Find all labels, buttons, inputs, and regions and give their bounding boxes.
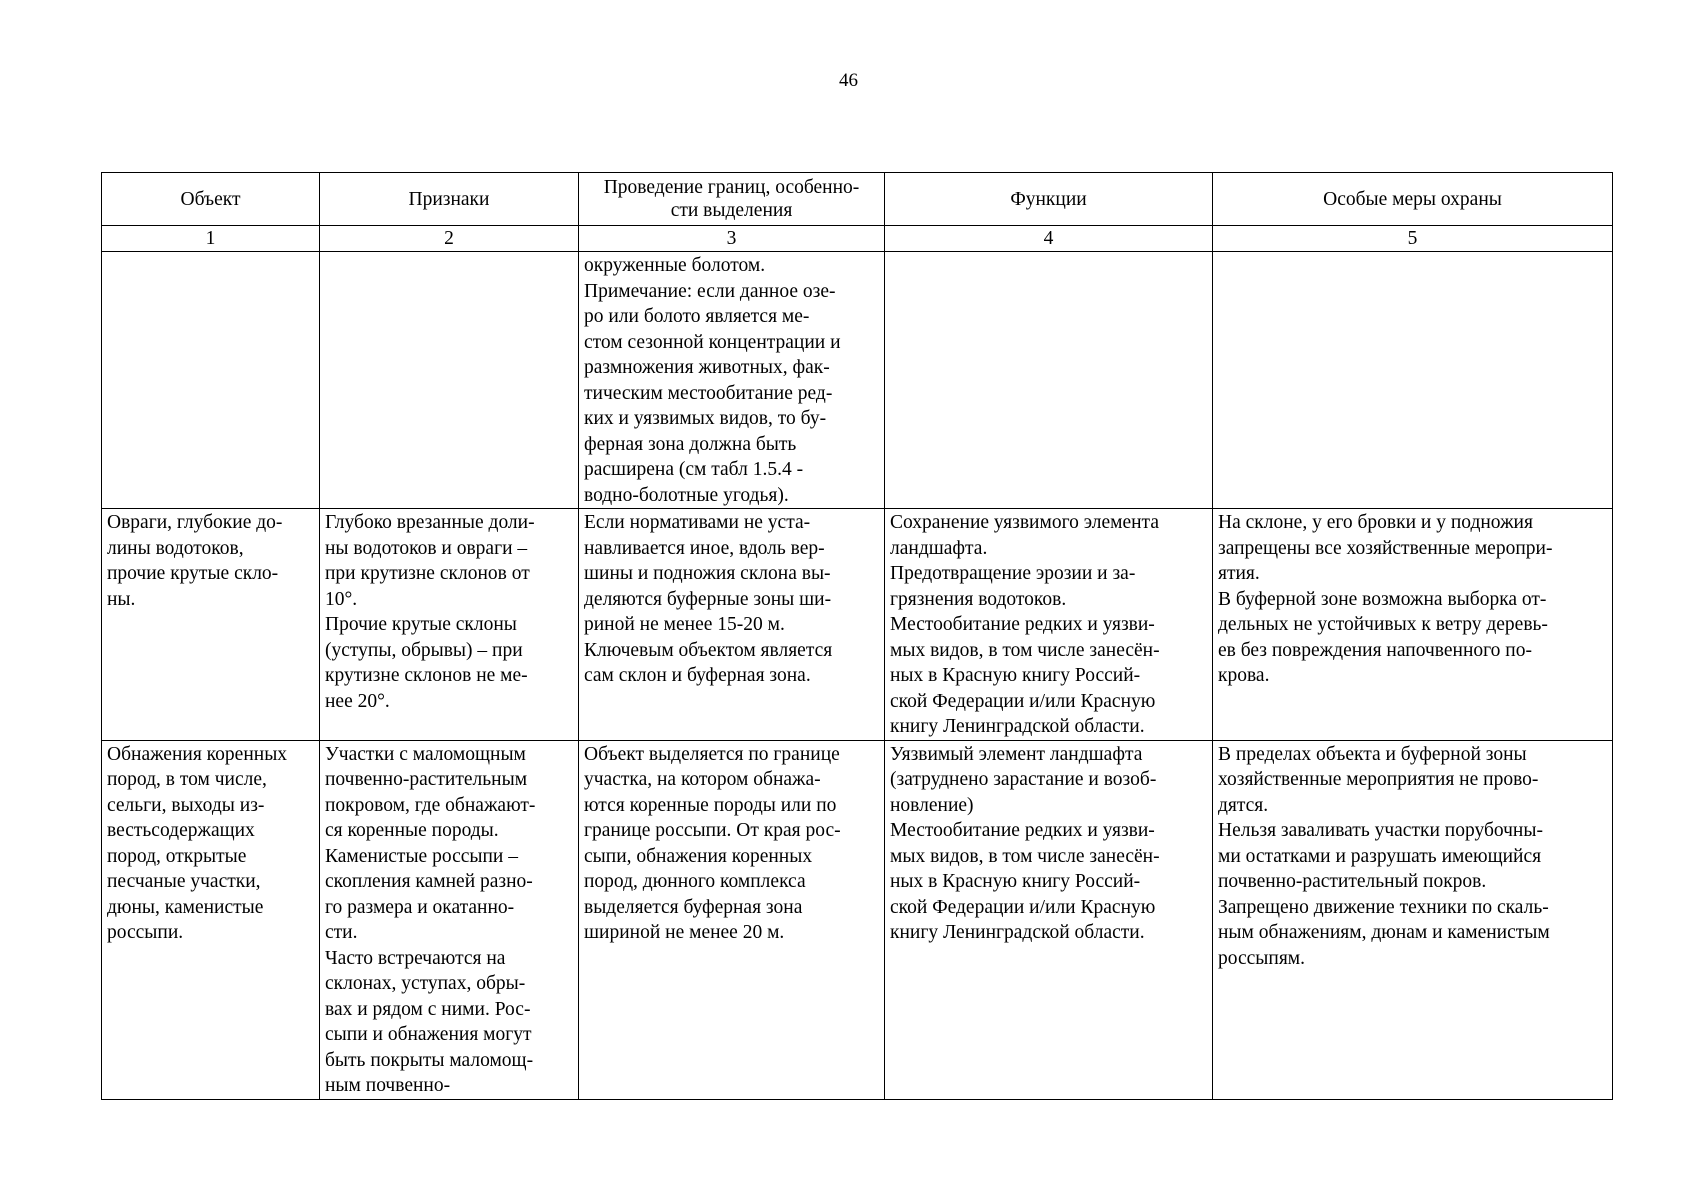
cell-text-line: россыпи. xyxy=(107,922,184,943)
cell-text-line: пород, открытые xyxy=(107,845,247,867)
header-line: Признаки xyxy=(408,188,490,210)
cell-text-line: деляются буферные зоны ши- xyxy=(584,588,832,610)
header-row xyxy=(102,173,1613,226)
cell-text-line: размножения животных, фак- xyxy=(584,357,830,378)
cell-text-line: нее 20°. xyxy=(325,690,390,712)
cell-text-line: книгу Ленинградской области. xyxy=(890,922,1145,943)
table-row xyxy=(102,252,1613,509)
cell-text-line: прочие крутые скло- xyxy=(107,563,279,584)
cell-text-line: ландшафта. xyxy=(890,537,988,559)
cell-text-line: Каменистые россыпи – xyxy=(325,845,518,867)
column-number: 5 xyxy=(1213,226,1613,252)
cell-text-line: Глубоко врезанные доли- xyxy=(325,512,535,533)
cell-text-line: пород, в том числе, xyxy=(107,769,267,790)
column-number: 4 xyxy=(885,226,1213,252)
cell-boundaries xyxy=(579,740,885,1099)
cell-text-line: Прочие крутые склоны xyxy=(325,614,517,635)
cell-text-line: книгу Ленинградской области. xyxy=(890,716,1145,737)
cell-text-line: грязнения водотоков. xyxy=(890,588,1067,610)
cell-text-line: На склоне, у его бровки и у подножия xyxy=(1218,512,1533,533)
cell-text-line: Часто встречаются на xyxy=(325,947,506,969)
table-row xyxy=(102,509,1613,741)
header-line: Функции xyxy=(1010,188,1087,210)
header-line: Объект xyxy=(180,188,241,210)
header-cell-object xyxy=(102,173,320,226)
cell-text-line: Местообитание редких и уязви- xyxy=(890,614,1155,635)
cell-text-line: вестьсодержащих xyxy=(107,820,255,841)
cell-text-line: крова. xyxy=(1218,665,1270,686)
header-cell-features xyxy=(320,173,579,226)
table-row xyxy=(102,740,1613,1099)
cell-text-line: при крутизне склонов от xyxy=(325,563,530,584)
cell-text-line: ным обнажениям, дюнам и каменистым xyxy=(1218,922,1550,943)
cell-text-line: сельги, выходы из- xyxy=(107,794,265,816)
cell-object xyxy=(102,509,320,741)
cell-text-line: дюны, каменистые xyxy=(107,896,264,918)
cell-text-line: Объект выделяется по границе xyxy=(584,743,840,765)
cell-text-line: сыпи и обнажения могут xyxy=(325,1024,532,1045)
cell-text-line: сти. xyxy=(325,922,358,943)
cell-text-line: окруженные болотом. xyxy=(584,255,766,276)
cell-text-line: почвенно-растительный покров. xyxy=(1218,871,1487,892)
cell-protection xyxy=(1213,740,1613,1099)
column-number-row xyxy=(102,226,1613,252)
cell-text-line: (уступы, обрывы) – при xyxy=(325,639,523,661)
cell-text-line: тическим местообитание ред- xyxy=(584,382,833,404)
cell-text-line: навливается иное, вдоль вер- xyxy=(584,537,825,559)
cell-text-line: ев без повреждения напочвенного по- xyxy=(1218,639,1532,661)
cell-text-line: Уязвимый элемент ландшафта xyxy=(890,743,1143,765)
cell-text-line: лины водотоков, xyxy=(107,537,244,559)
table-header xyxy=(102,173,1613,252)
conservation-table xyxy=(101,172,1613,1100)
cell-text-line: В пределах объекта и буферной зоны xyxy=(1218,743,1527,765)
cell-text-line: дельных не устойчивых к ветру деревь- xyxy=(1218,614,1548,635)
cell-text-line: участка, на котором обнажа- xyxy=(584,769,821,790)
cell-text-line: покровом, где обнажают- xyxy=(325,794,536,816)
cell-features xyxy=(320,509,579,741)
header-line: Особые меры охраны xyxy=(1323,188,1502,210)
cell-text-line: россыпям. xyxy=(1218,947,1306,969)
cell-text-line: Если нормативами не уста- xyxy=(584,512,811,533)
column-number: 3 xyxy=(579,226,885,252)
cell-text-line: го размера и окатанно- xyxy=(325,896,515,918)
cell-text-line: Местообитание редких и уязви- xyxy=(890,820,1155,841)
cell-text-line: риной не менее 15-20 м. xyxy=(584,614,785,635)
cell-text-line: дятся. xyxy=(1218,794,1269,816)
cell-boundaries xyxy=(579,252,885,509)
cell-text-line: мых видов, в том числе занесён- xyxy=(890,639,1160,661)
header-cell-protection xyxy=(1213,173,1613,226)
cell-text-line: водно-болотные угодья). xyxy=(584,484,789,506)
cell-text-line: Ключевым объектом является xyxy=(584,639,833,661)
cell-functions xyxy=(885,740,1213,1099)
cell-text-line: сыпи, обнажения коренных xyxy=(584,845,813,867)
cell-text-line: ятия. xyxy=(1218,563,1260,584)
cell-text-line: вах и рядом с ними. Рос- xyxy=(325,998,531,1020)
cell-text-line: 10°. xyxy=(325,588,358,610)
cell-text-line: ным почвенно- xyxy=(325,1075,451,1096)
cell-text-line: быть покрыты маломощ- xyxy=(325,1049,534,1071)
cell-text-line: Примечание: если данное озе- xyxy=(584,280,836,302)
cell-text-line: ферная зона должна быть xyxy=(584,433,797,455)
cell-object xyxy=(102,252,320,509)
cell-text-line: ны. xyxy=(107,588,136,610)
header-line: сти выделения xyxy=(670,200,793,221)
cell-object xyxy=(102,740,320,1099)
cell-text-line: Овраги, глубокие до- xyxy=(107,512,283,533)
cell-text-line: ются коренные породы или по xyxy=(584,794,837,816)
cell-protection xyxy=(1213,252,1613,509)
cell-text-line: песчаные участки, xyxy=(107,871,261,892)
cell-text-line: ны водотоков и овраги – xyxy=(325,537,528,559)
cell-text-line: мых видов, в том числе занесён- xyxy=(890,845,1160,867)
column-number: 1 xyxy=(102,226,320,252)
column-number: 2 xyxy=(320,226,579,252)
cell-text-line: ных в Красную книгу Россий- xyxy=(890,871,1141,892)
cell-text-line: хозяйственные мероприятия не прово- xyxy=(1218,769,1539,790)
header-cell-functions xyxy=(885,173,1213,226)
cell-functions xyxy=(885,509,1213,741)
cell-text-line: (затруднено зарастание и возоб- xyxy=(890,769,1157,790)
cell-text-line: скопления камней разно- xyxy=(325,871,533,892)
cell-text-line: крутизне склонов не ме- xyxy=(325,665,528,686)
table-body xyxy=(102,252,1613,1100)
cell-text-line: шины и подножия склона вы- xyxy=(584,563,831,584)
cell-text-line: В буферной зоне возможна выборка от- xyxy=(1218,588,1547,610)
cell-text-line: шириной не менее 20 м. xyxy=(584,922,785,943)
cell-text-line: ской Федерации и/или Красную xyxy=(890,690,1156,712)
cell-text-line: почвенно-растительным xyxy=(325,769,528,790)
cell-text-line: границе россыпи. От края рос- xyxy=(584,820,841,841)
cell-text-line: ких и уязвимых видов, то бу- xyxy=(584,408,827,429)
cell-protection xyxy=(1213,509,1613,741)
cell-text-line: Обнажения коренных xyxy=(107,743,288,765)
cell-text-line: новление) xyxy=(890,794,974,816)
cell-features xyxy=(320,252,579,509)
cell-text-line: расширена (см табл 1.5.4 - xyxy=(584,459,804,480)
cell-text-line: пород, дюнного комплекса xyxy=(584,871,806,892)
cell-boundaries xyxy=(579,509,885,741)
page-number: 46 xyxy=(839,70,858,91)
cell-text-line: ро или болото является ме- xyxy=(584,306,810,327)
cell-text-line: ных в Красную книгу Россий- xyxy=(890,665,1141,686)
cell-text-line: Участки с маломощным xyxy=(325,743,526,765)
cell-text-line: склонах, уступах, обры- xyxy=(325,973,526,994)
cell-text-line: ской Федерации и/или Красную xyxy=(890,896,1156,918)
cell-text-line: ся коренные породы. xyxy=(325,820,499,841)
cell-text-line: Нельзя заваливать участки порубочны- xyxy=(1218,820,1543,841)
cell-text-line: сам склон и буферная зона. xyxy=(584,665,811,686)
cell-text-line: Предотвращение эрозии и за- xyxy=(890,563,1136,584)
header-line: Проведение границ, особенно- xyxy=(603,177,860,198)
cell-text-line: стом сезонной концентрации и xyxy=(584,331,841,353)
cell-features xyxy=(320,740,579,1099)
cell-text-line: Сохранение уязвимого элемента xyxy=(890,512,1159,533)
cell-text-line: Запрещено движение техники по скаль- xyxy=(1218,896,1549,918)
cell-text-line: выделяется буферная зона xyxy=(584,896,803,918)
cell-text-line: ми остатками и разрушать имеющийся xyxy=(1218,845,1542,867)
cell-functions xyxy=(885,252,1213,509)
cell-text-line: запрещены все хозяйственные меропри- xyxy=(1218,537,1553,559)
header-cell-boundaries xyxy=(579,173,885,226)
